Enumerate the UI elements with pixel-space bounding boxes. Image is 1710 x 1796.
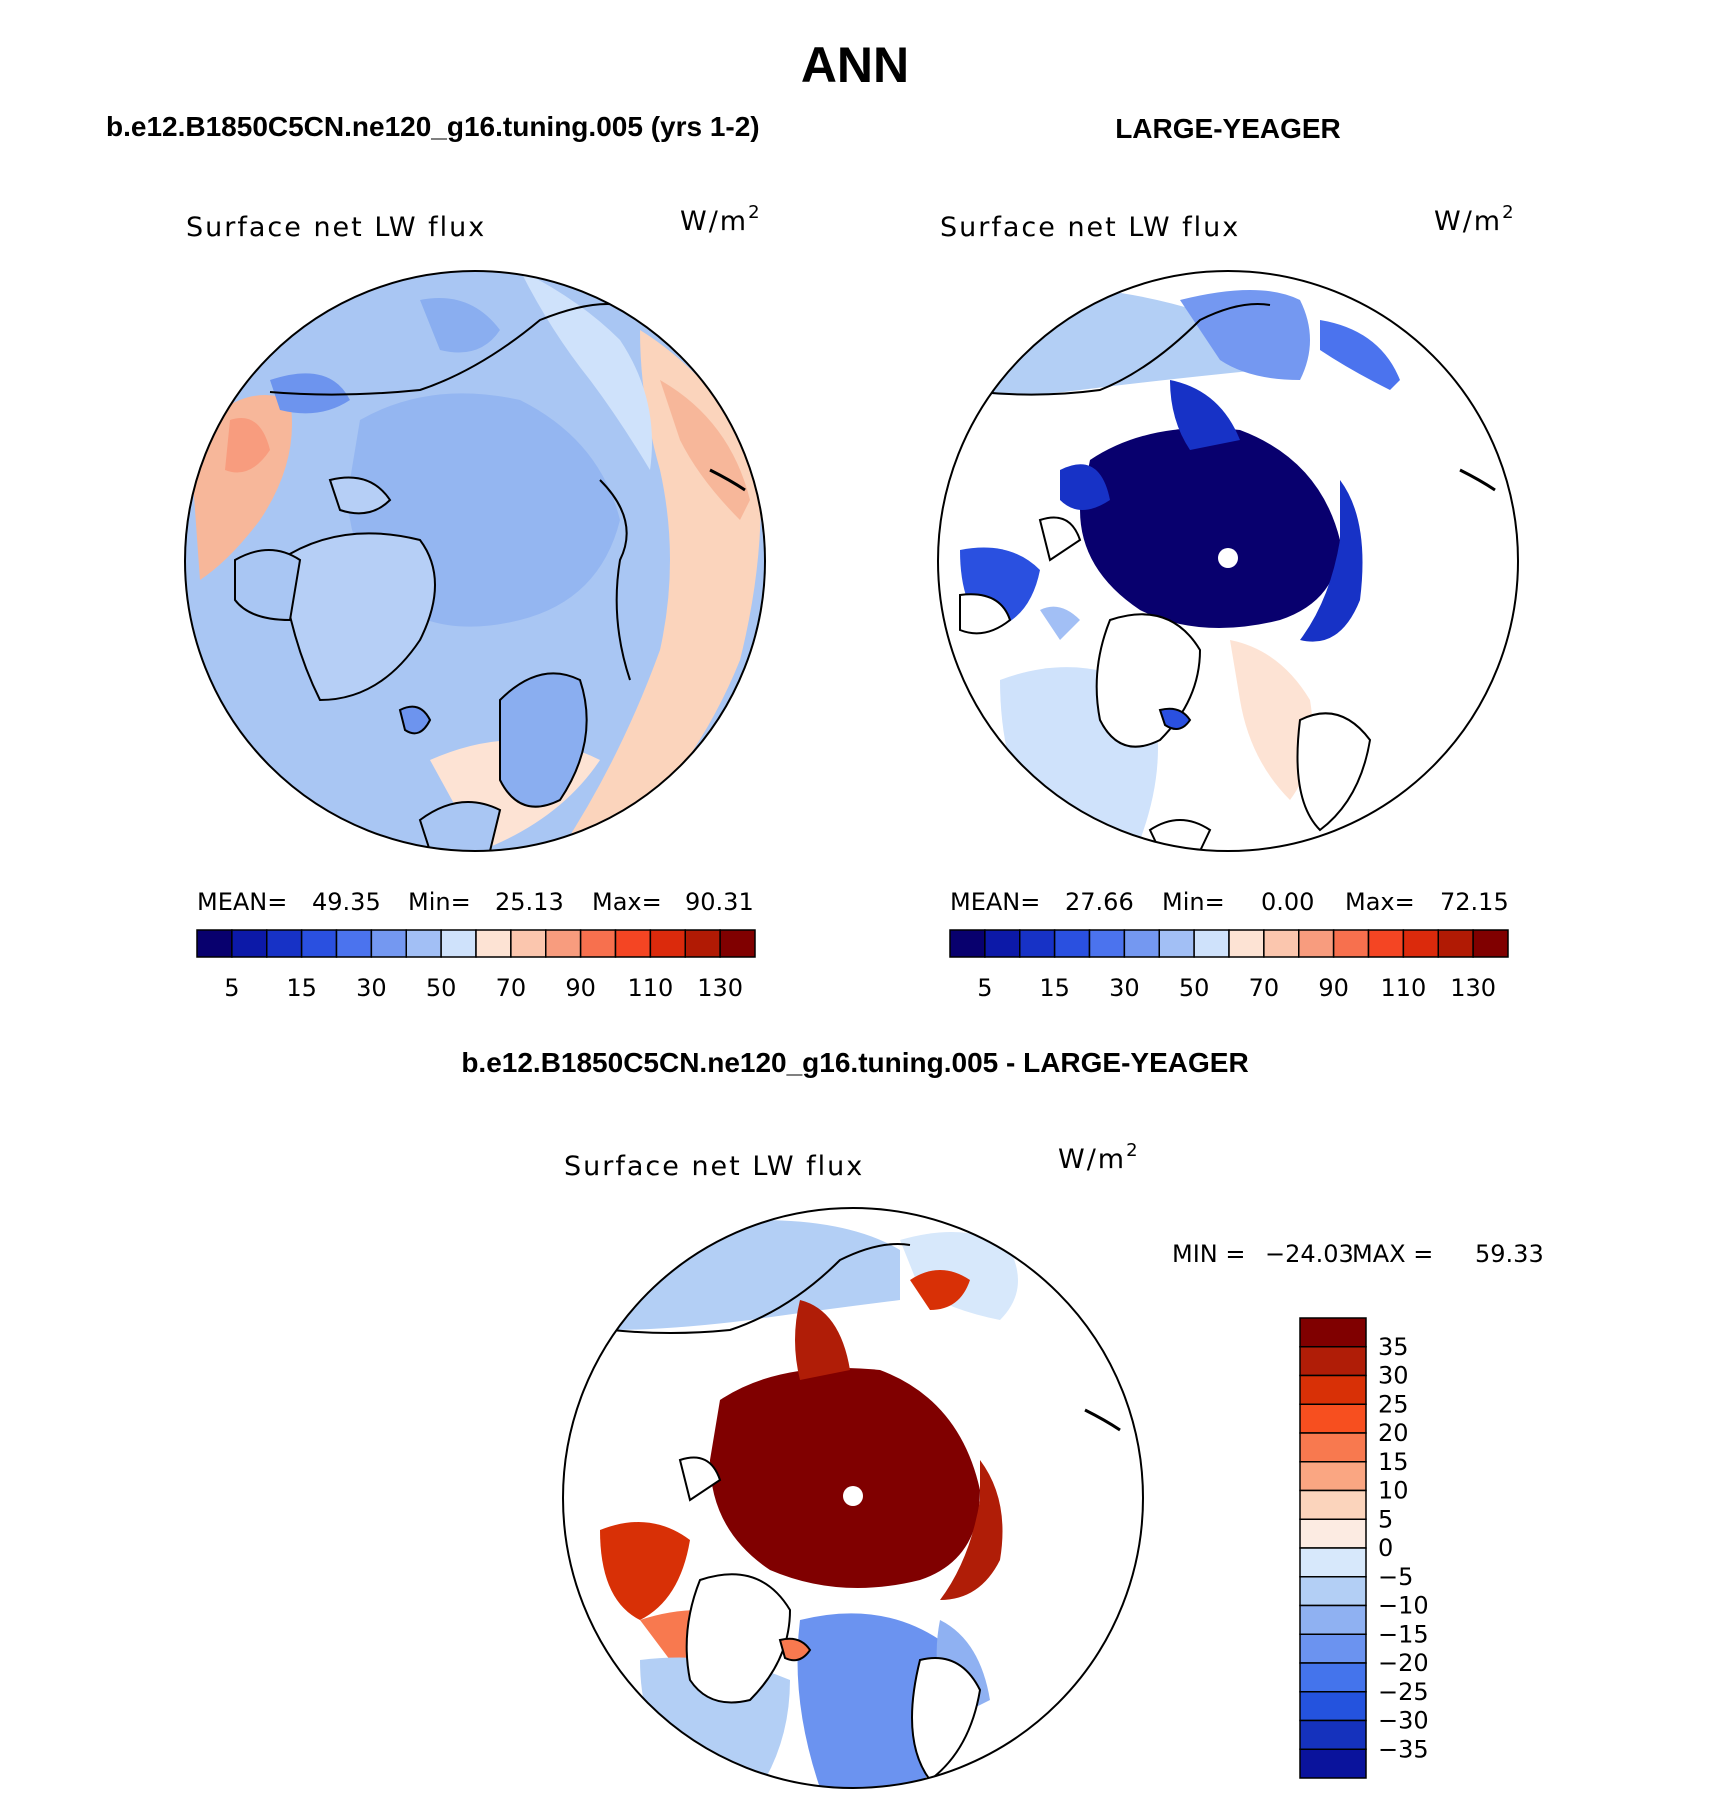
obs-colorbar-swatch — [1403, 930, 1438, 957]
model-max-label: Max= — [592, 888, 662, 916]
diff-colorbar-swatch — [1300, 1634, 1366, 1663]
model-colorbar-swatch — [685, 930, 720, 957]
obs-colorbar-swatch — [1473, 930, 1508, 957]
model-colorbar — [197, 930, 755, 1002]
obs-max-label: Max= — [1345, 888, 1415, 916]
case-title: b.e12.B1850C5CN.ne120_g16.tuning.005 (yrs 1-2) — [106, 111, 760, 142]
model-colorbar-tick-label: 15 — [286, 974, 317, 1002]
model-colorbar-tick-label: 30 — [356, 974, 387, 1002]
obs-min-value: 0.00 — [1261, 888, 1315, 916]
diff-colorbar-tick-label: −35 — [1378, 1735, 1429, 1764]
model-mean-value: 49.35 — [312, 888, 381, 916]
diff-colorbar-swatch — [1300, 1491, 1366, 1520]
obs-colorbar-swatch — [1020, 930, 1055, 957]
obs-colorbar-tick-label: 70 — [1248, 974, 1280, 1002]
model-colorbar-swatch — [232, 930, 267, 957]
model-colorbar-tick-label: 50 — [425, 974, 457, 1002]
diff-colorbar-swatch — [1300, 1548, 1366, 1577]
diff-colorbar-tick-label: −20 — [1378, 1649, 1429, 1677]
obs-min-label: Min= — [1162, 888, 1225, 916]
diff-colorbar-swatch — [1300, 1577, 1366, 1606]
obs-colorbar-tick-label: 5 — [977, 974, 993, 1002]
diff-colorbar-tick-label: 35 — [1378, 1332, 1409, 1361]
obs-colorbar-swatch — [1124, 930, 1159, 957]
obs-max-value: 72.15 — [1440, 888, 1509, 916]
diff-colorbar — [1300, 1318, 1429, 1778]
model-colorbar-tick-label: 70 — [495, 974, 527, 1002]
model-units-label: $W/m^2$ — [680, 202, 762, 237]
obs-colorbar-swatch — [1334, 930, 1369, 957]
diff-colorbar-swatch — [1300, 1606, 1366, 1635]
obs-colorbar-swatch — [1159, 930, 1194, 957]
diff-title: b.e12.B1850C5CN.ne120_g16.tuning.005 - LARGE-YEAGER — [461, 1047, 1249, 1078]
diff-units-label: $W/m^2$ — [1058, 1140, 1140, 1175]
model-variable-label: Surface net LW flux — [186, 212, 487, 243]
obs-units-label: $W/m^2$ — [1434, 202, 1516, 237]
diff-colorbar-tick-label: −5 — [1378, 1562, 1414, 1591]
model-colorbar-swatch — [546, 930, 581, 957]
model-colorbar-tick-label: 5 — [224, 974, 240, 1002]
obs-colorbar-swatch — [1055, 930, 1090, 957]
obs-colorbar-tick-label: 30 — [1109, 974, 1140, 1002]
diff-colorbar-swatch — [1300, 1692, 1366, 1721]
diff-colorbar-tick-label: 0 — [1378, 1534, 1394, 1562]
obs-colorbar-tick-label: 50 — [1178, 974, 1210, 1002]
model-map — [185, 270, 765, 851]
model-colorbar-swatch — [720, 930, 755, 957]
model-colorbar-swatch — [581, 930, 616, 957]
diff-colorbar-swatch — [1300, 1433, 1366, 1462]
model-colorbar-swatch — [511, 930, 546, 957]
model-colorbar-tick-label: 110 — [627, 974, 674, 1002]
model-colorbar-swatch — [616, 930, 651, 957]
diff-colorbar-swatch — [1300, 1376, 1366, 1405]
model-min-value: 25.13 — [495, 888, 564, 916]
diff-max-value: 59.33 — [1475, 1240, 1544, 1268]
model-colorbar-swatch — [337, 930, 372, 957]
obs-colorbar-swatch — [1090, 930, 1125, 957]
model-colorbar-tick-label: 90 — [565, 974, 596, 1002]
diff-max-label: MAX = — [1352, 1240, 1434, 1268]
obs-variable-label: Surface net LW flux — [940, 212, 1241, 243]
model-colorbar-swatch — [650, 930, 685, 957]
obs-colorbar-swatch — [1369, 930, 1404, 957]
obs-colorbar-swatch — [1194, 930, 1229, 957]
diff-colorbar-swatch — [1300, 1519, 1366, 1548]
obs-pole-marker — [1218, 548, 1238, 568]
diff-colorbar-tick-label: −10 — [1378, 1591, 1429, 1620]
diff-pole-marker — [843, 1486, 863, 1506]
diff-colorbar-swatch — [1300, 1749, 1366, 1778]
model-colorbar-swatch — [476, 930, 511, 957]
obs-mean-label: MEAN= — [950, 888, 1041, 916]
obs-colorbar-tick-label: 130 — [1450, 974, 1497, 1002]
diff-min-value: −24.03 — [1265, 1240, 1354, 1268]
diff-colorbar-tick-label: 20 — [1378, 1419, 1409, 1447]
obs-colorbar-swatch — [1438, 930, 1473, 957]
diff-colorbar-tick-label: 5 — [1378, 1505, 1394, 1534]
model-colorbar-swatch — [406, 930, 441, 957]
diff-colorbar-tick-label: 30 — [1378, 1361, 1409, 1390]
diff-variable-label: Surface net LW flux — [564, 1151, 865, 1182]
obs-colorbar-tick-label: 110 — [1380, 974, 1427, 1002]
diff-colorbar-tick-label: −25 — [1378, 1677, 1429, 1706]
model-colorbar-swatch — [197, 930, 232, 957]
diff-colorbar-swatch — [1300, 1318, 1366, 1347]
obs-colorbar-swatch — [950, 930, 985, 957]
model-max-value: 90.31 — [685, 888, 754, 916]
model-panel — [185, 202, 765, 1002]
obs-mean-value: 27.66 — [1065, 888, 1134, 916]
obs-colorbar-swatch — [1264, 930, 1299, 957]
diff-colorbar-tick-label: 15 — [1378, 1447, 1409, 1476]
obs-colorbar-tick-label: 90 — [1318, 974, 1349, 1002]
diff-panel — [563, 1140, 1544, 1788]
diff-colorbar-tick-label: 25 — [1378, 1390, 1409, 1419]
model-colorbar-swatch — [441, 930, 476, 957]
diff-colorbar-tick-label: −30 — [1378, 1706, 1429, 1735]
season-title: ANN — [800, 37, 910, 93]
obs-colorbar — [950, 930, 1508, 1002]
obs-colorbar-swatch — [1229, 930, 1264, 957]
model-colorbar-swatch — [267, 930, 302, 957]
diff-colorbar-tick-label: −15 — [1378, 1620, 1429, 1649]
diff-min-label: MIN = — [1172, 1240, 1246, 1268]
model-min-label: Min= — [408, 888, 471, 916]
diff-colorbar-swatch — [1300, 1404, 1366, 1433]
model-mean-label: MEAN= — [197, 888, 288, 916]
model-colorbar-swatch — [371, 930, 406, 957]
diff-colorbar-swatch — [1300, 1721, 1366, 1750]
obs-panel — [938, 202, 1518, 1002]
diff-colorbar-swatch — [1300, 1347, 1366, 1376]
obs-colorbar-tick-label: 15 — [1039, 974, 1070, 1002]
diff-colorbar-swatch — [1300, 1663, 1366, 1692]
diff-colorbar-swatch — [1300, 1462, 1366, 1491]
model-colorbar-swatch — [302, 930, 337, 957]
model-colorbar-tick-label: 130 — [697, 974, 744, 1002]
obs-colorbar-swatch — [985, 930, 1020, 957]
obs-title: LARGE-YEAGER — [1115, 113, 1341, 144]
diff-colorbar-tick-label: 10 — [1378, 1476, 1409, 1505]
obs-colorbar-swatch — [1299, 930, 1334, 957]
